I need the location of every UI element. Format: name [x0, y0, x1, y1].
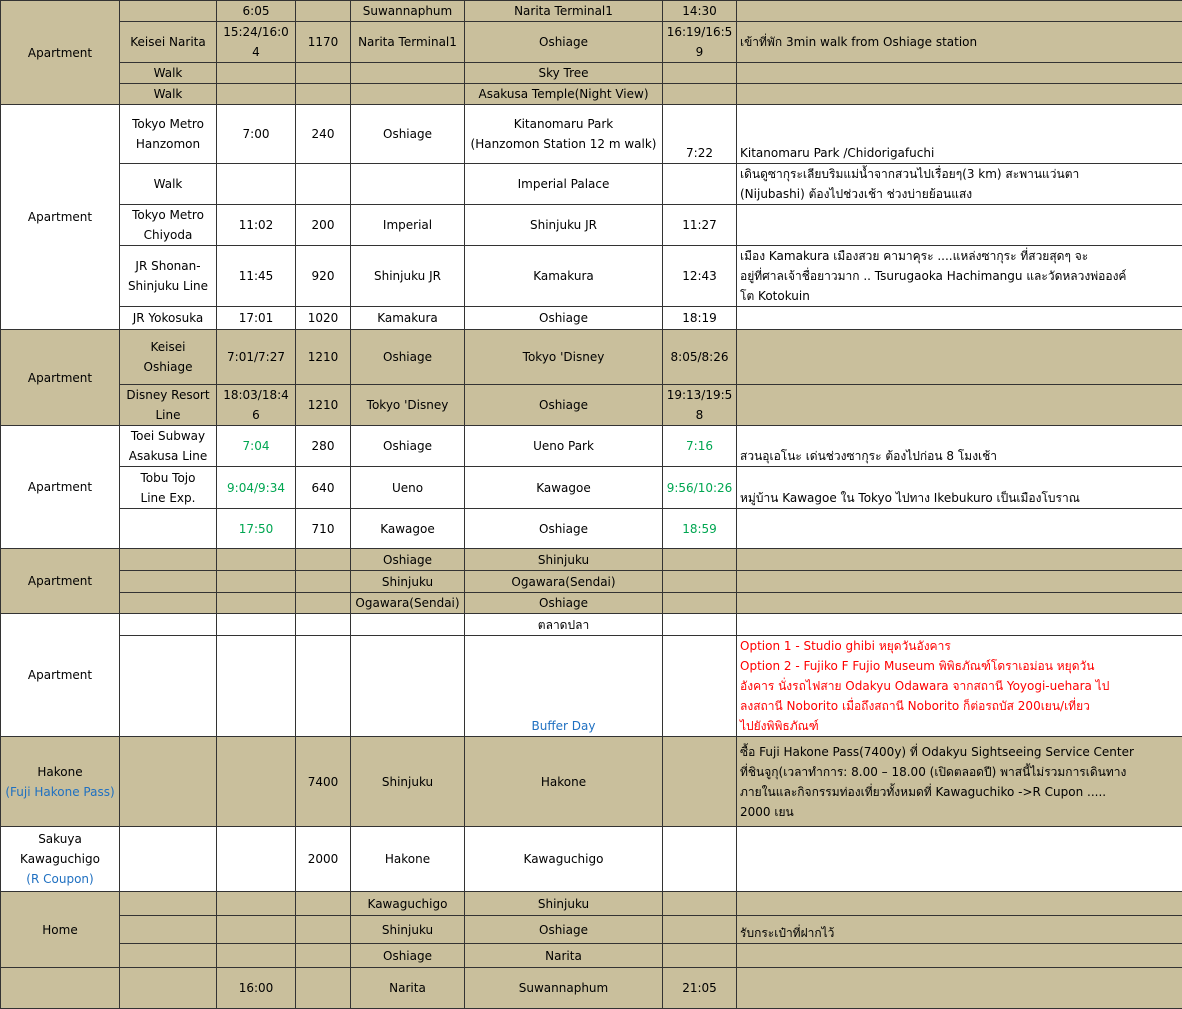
note-cell[interactable]: [737, 827, 1182, 892]
fare-cell[interactable]: 1170: [296, 22, 351, 63]
to-cell[interactable]: Oshiage: [465, 509, 663, 549]
line-cell[interactable]: [120, 1, 217, 22]
table-row: [1, 205, 1182, 246]
departure-cell[interactable]: [217, 944, 296, 968]
fare-cell[interactable]: 710: [296, 509, 351, 549]
departure-cell[interactable]: 16:00: [217, 968, 296, 1009]
line-text: Tobu Tojo: [123, 468, 213, 488]
from-cell[interactable]: [351, 63, 465, 84]
fare-cell[interactable]: [296, 164, 351, 205]
departure-cell[interactable]: 17:50: [217, 509, 296, 549]
arrival-cell[interactable]: 21:05: [663, 968, 737, 1009]
departure-cell[interactable]: [217, 84, 296, 105]
place-cell[interactable]: Apartment: [1, 426, 120, 549]
table-row: [1, 892, 1182, 916]
note-text: ลงสถานี Noborito เมื่อถึงสถานี Noborito ก็ต่อรถบัส 200เยน/เที่ยว: [740, 696, 1179, 716]
from-cell[interactable]: Narita Terminal1: [351, 22, 465, 63]
line-text: Line Exp.: [123, 488, 213, 508]
coupon-label: (R Coupon): [4, 869, 116, 889]
to-cell[interactable]: Tokyo 'Disney: [465, 330, 663, 385]
to-cell[interactable]: Oshiage: [465, 385, 663, 426]
note-cell[interactable]: หมู่บ้าน Kawagoe ใน Tokyo ไปทาง Ikebukuro เป็นเมืองโบราณ: [737, 467, 1182, 509]
note-cell[interactable]: [737, 614, 1182, 636]
line-text: Tokyo Metro: [123, 205, 213, 225]
place-cell[interactable]: [1, 737, 120, 827]
line-cell[interactable]: [120, 892, 217, 916]
to-cell[interactable]: Oshiage: [465, 593, 663, 614]
pass-label: (Fuji Hakone Pass): [4, 782, 116, 802]
to-cell[interactable]: Hakone: [465, 737, 663, 827]
table-row: [1, 549, 1182, 571]
to-cell[interactable]: Shinjuku JR: [465, 205, 663, 246]
line-cell[interactable]: [120, 426, 217, 467]
note-text: อยู่ที่ศาลเจ้าชื่อยาวมาก .. Tsurugaoka Hachimangu และวัดหลวงพ่อองค์: [740, 266, 1179, 286]
note-cell[interactable]: [737, 385, 1182, 426]
fare-cell[interactable]: [296, 892, 351, 916]
departure-cell[interactable]: [217, 164, 296, 205]
from-cell[interactable]: [351, 614, 465, 636]
line-text: JR Shonan-: [123, 256, 213, 276]
note-text: อังคาร นั่งรถไฟสาย Odakyu Odawara จากสถานี Yoyogi-uehara ไป: [740, 676, 1179, 696]
arrival-cell[interactable]: 11:27: [663, 205, 737, 246]
from-cell[interactable]: Oshiage: [351, 549, 465, 571]
line-text: Tokyo Metro: [123, 114, 213, 134]
note-cell[interactable]: [737, 84, 1182, 105]
note-text: Option 1 - Studio ghibi หยุดวันอังคาร: [740, 636, 1179, 656]
from-cell[interactable]: Shinjuku JR: [351, 246, 465, 307]
to-cell[interactable]: Narita Terminal1: [465, 1, 663, 22]
arrival-cell[interactable]: 18:19: [663, 307, 737, 330]
departure-cell[interactable]: [217, 892, 296, 916]
departure-cell[interactable]: 11:02: [217, 205, 296, 246]
table-row: [1, 1, 1182, 22]
table-row: [1, 426, 1182, 467]
arrival-cell[interactable]: [663, 916, 737, 944]
table-row: [1, 636, 1182, 737]
to-cell[interactable]: ตลาดปลา: [465, 614, 663, 636]
line-cell[interactable]: [120, 467, 217, 509]
fare-cell[interactable]: 7400: [296, 737, 351, 827]
arrival-cell[interactable]: 14:30: [663, 1, 737, 22]
to-cell[interactable]: Oshiage: [465, 22, 663, 63]
note-text: เมือง Kamakura เมืองสวย คามาคุระ ....แหล่งซากุระ ที่สวยสุดๆ จะ: [740, 246, 1179, 266]
note-cell[interactable]: [737, 571, 1182, 593]
to-cell[interactable]: [465, 105, 663, 164]
note-cell[interactable]: [737, 307, 1182, 330]
fare-cell[interactable]: 920: [296, 246, 351, 307]
from-cell[interactable]: Tokyo 'Disney: [351, 385, 465, 426]
line-cell[interactable]: [120, 105, 217, 164]
to-cell[interactable]: Ogawara(Sendai): [465, 571, 663, 593]
to-cell[interactable]: Asakusa Temple(Night View): [465, 84, 663, 105]
from-cell[interactable]: Shinjuku: [351, 737, 465, 827]
fare-cell[interactable]: 240: [296, 105, 351, 164]
fare-cell[interactable]: [296, 571, 351, 593]
table-row: [1, 968, 1182, 1009]
place-text: Sakuya: [4, 829, 116, 849]
place-cell[interactable]: Apartment: [1, 549, 120, 614]
departure-cell[interactable]: [217, 636, 296, 737]
to-text: (Hanzomon Station 12 m walk): [468, 134, 659, 154]
from-cell[interactable]: Shinjuku: [351, 571, 465, 593]
arrival-cell[interactable]: [663, 593, 737, 614]
note-cell[interactable]: [737, 205, 1182, 246]
departure-cell[interactable]: 9:04/9:34: [217, 467, 296, 509]
table-row: [1, 593, 1182, 614]
arrival-cell[interactable]: [663, 614, 737, 636]
departure-cell[interactable]: [217, 737, 296, 827]
arrival-cell[interactable]: 8:05/8:26: [663, 330, 737, 385]
line-text: Keisei: [123, 337, 213, 357]
note-cell[interactable]: รับกระเป๋าที่ฝากไว้: [737, 916, 1182, 944]
table-row: [1, 385, 1182, 426]
table-row: [1, 916, 1182, 944]
arrival-cell[interactable]: [663, 63, 737, 84]
table-row: [1, 944, 1182, 968]
to-cell[interactable]: Imperial Palace: [465, 164, 663, 205]
arrival-cell[interactable]: [663, 737, 737, 827]
note-cell[interactable]: [737, 509, 1182, 549]
from-cell[interactable]: Ogawara(Sendai): [351, 593, 465, 614]
note-cell[interactable]: [737, 944, 1182, 968]
table-row: [1, 827, 1182, 892]
line-cell[interactable]: [120, 636, 217, 737]
arrival-cell[interactable]: 7:22: [663, 105, 737, 164]
fare-cell[interactable]: [296, 636, 351, 737]
fare-cell[interactable]: [296, 593, 351, 614]
line-cell[interactable]: [120, 827, 217, 892]
line-cell[interactable]: [120, 944, 217, 968]
departure-cell[interactable]: 7:04: [217, 426, 296, 467]
departure-cell[interactable]: [217, 593, 296, 614]
place-cell[interactable]: Apartment: [1, 330, 120, 426]
arrival-cell[interactable]: [663, 636, 737, 737]
arrival-cell[interactable]: 12:43: [663, 246, 737, 307]
table-row: [1, 246, 1182, 307]
fare-cell[interactable]: 1020: [296, 307, 351, 330]
line-cell[interactable]: [120, 205, 217, 246]
note-cell[interactable]: [737, 63, 1182, 84]
departure-cell[interactable]: 7:01/7:27: [217, 330, 296, 385]
line-cell[interactable]: [120, 385, 217, 426]
table-row: [1, 571, 1182, 593]
note-text: โต Kotokuin: [740, 286, 1179, 306]
line-cell[interactable]: [120, 737, 217, 827]
to-cell[interactable]: Oshiage: [465, 916, 663, 944]
line-text: Line: [123, 405, 213, 425]
from-cell[interactable]: [351, 84, 465, 105]
table-row: [1, 63, 1182, 84]
to-cell[interactable]: Oshiage: [465, 307, 663, 330]
from-cell[interactable]: [351, 636, 465, 737]
departure-cell[interactable]: [217, 571, 296, 593]
fare-cell[interactable]: [296, 63, 351, 84]
to-cell[interactable]: Kawagoe: [465, 467, 663, 509]
to-cell[interactable]: Kawaguchigo: [465, 827, 663, 892]
fare-cell[interactable]: 1210: [296, 385, 351, 426]
line-cell[interactable]: [120, 549, 217, 571]
arrival-cell[interactable]: [663, 571, 737, 593]
table-row: [1, 467, 1182, 509]
departure-cell[interactable]: 18:03/18:46: [217, 385, 296, 426]
from-cell[interactable]: Oshiage: [351, 105, 465, 164]
note-text: (Nijubashi) ต้องไปช่วงเช้า ช่วงบ่ายย้อนแสง: [740, 184, 1179, 204]
from-cell[interactable]: Kamakura: [351, 307, 465, 330]
line-cell[interactable]: Walk: [120, 164, 217, 205]
to-cell[interactable]: Suwannaphum: [465, 968, 663, 1009]
departure-cell[interactable]: 17:01: [217, 307, 296, 330]
table-row: [1, 614, 1182, 636]
departure-cell[interactable]: 6:05: [217, 1, 296, 22]
arrival-cell[interactable]: 7:16: [663, 426, 737, 467]
line-cell[interactable]: [120, 330, 217, 385]
table-row: [1, 307, 1182, 330]
from-cell[interactable]: [351, 164, 465, 205]
arrival-cell[interactable]: [663, 827, 737, 892]
arrival-cell[interactable]: [663, 549, 737, 571]
place-cell[interactable]: [1, 827, 120, 892]
fare-cell[interactable]: [296, 944, 351, 968]
fare-cell[interactable]: 280: [296, 426, 351, 467]
table-row: [1, 105, 1182, 164]
note-text: ที่ชินจูกุ(เวลาทำการ: 8.00 – 18.00 (เปิดตลอดปี) พาสนี้ไม่รวมการเดินทาง: [740, 762, 1179, 782]
from-cell[interactable]: Suwannaphum: [351, 1, 465, 22]
line-text: Toei Subway: [123, 426, 213, 446]
departure-cell[interactable]: 11:45: [217, 246, 296, 307]
table-row: [1, 330, 1182, 385]
arrival-cell[interactable]: 19:13/19:58: [663, 385, 737, 426]
from-cell[interactable]: Oshiage: [351, 426, 465, 467]
place-cell[interactable]: Apartment: [1, 105, 120, 330]
line-cell[interactable]: [120, 246, 217, 307]
place-cell[interactable]: Home: [1, 892, 120, 968]
line-cell[interactable]: Keisei Narita: [120, 22, 217, 63]
from-cell[interactable]: Oshiage: [351, 944, 465, 968]
to-cell[interactable]: Buffer Day: [465, 636, 663, 737]
departure-cell[interactable]: [217, 614, 296, 636]
arrival-cell[interactable]: [663, 944, 737, 968]
note-cell[interactable]: เข้าที่พัก 3min walk from Oshiage station: [737, 22, 1182, 63]
arrival-cell[interactable]: 18:59: [663, 509, 737, 549]
note-text: Option 2 - Fujiko F Fujio Museum พิพิธภัณฑ์โดราเอม่อน หยุดวัน: [740, 656, 1179, 676]
to-text: Kitanomaru Park: [468, 114, 659, 134]
place-cell[interactable]: Apartment: [1, 614, 120, 737]
note-text: 2000 เยน: [740, 802, 1179, 822]
line-cell[interactable]: [120, 916, 217, 944]
note-cell[interactable]: [737, 164, 1182, 205]
place-cell[interactable]: Apartment: [1, 1, 120, 105]
note-text: ซื้อ Fuji Hakone Pass(7400y) ที่ Odakyu Sightseeing Service Center: [740, 742, 1179, 762]
note-text: เดินดูซากุระเลียบริมแม่น้ำจากสวนไปเรื่อยๆ(3 km) สะพานแว่นตา: [740, 164, 1179, 184]
fare-cell[interactable]: [296, 968, 351, 1009]
departure-cell[interactable]: [217, 827, 296, 892]
to-cell[interactable]: Sky Tree: [465, 63, 663, 84]
to-cell[interactable]: Ueno Park: [465, 426, 663, 467]
from-cell[interactable]: Narita: [351, 968, 465, 1009]
note-cell[interactable]: [737, 593, 1182, 614]
to-cell[interactable]: Shinjuku: [465, 549, 663, 571]
note-cell[interactable]: Kitanomaru Park /Chidorigafuchi: [737, 105, 1182, 164]
table-row: [1, 737, 1182, 827]
to-cell[interactable]: Kamakura: [465, 246, 663, 307]
line-cell[interactable]: [120, 614, 217, 636]
line-text: Chiyoda: [123, 225, 213, 245]
fare-cell[interactable]: [296, 614, 351, 636]
fare-cell[interactable]: [296, 84, 351, 105]
arrival-cell[interactable]: [663, 164, 737, 205]
from-cell[interactable]: Ueno: [351, 467, 465, 509]
from-cell[interactable]: Imperial: [351, 205, 465, 246]
note-cell[interactable]: [737, 636, 1182, 737]
fare-cell[interactable]: [296, 549, 351, 571]
note-cell[interactable]: สวนอุเอโนะ เด่นช่วงซากุระ ต้องไปก่อน 8 โมงเช้า: [737, 426, 1182, 467]
table-row: [1, 84, 1182, 105]
fare-cell[interactable]: 2000: [296, 827, 351, 892]
from-cell[interactable]: Shinjuku: [351, 916, 465, 944]
note-cell[interactable]: [737, 968, 1182, 1009]
departure-cell[interactable]: [217, 63, 296, 84]
note-cell[interactable]: [737, 549, 1182, 571]
line-cell[interactable]: [120, 968, 217, 1009]
line-cell[interactable]: [120, 571, 217, 593]
fare-cell[interactable]: [296, 1, 351, 22]
line-text: Oshiage: [123, 357, 213, 377]
arrival-cell[interactable]: 9:56/10:26: [663, 467, 737, 509]
line-text: Asakusa Line: [123, 446, 213, 466]
table-row: [1, 164, 1182, 205]
departure-cell[interactable]: [217, 549, 296, 571]
table-row: [1, 22, 1182, 63]
line-cell[interactable]: [120, 509, 217, 549]
departure-cell[interactable]: [217, 916, 296, 944]
fare-cell[interactable]: [296, 916, 351, 944]
departure-cell[interactable]: 15:24/16:04: [217, 22, 296, 63]
place-text: Hakone: [4, 762, 116, 782]
note-cell[interactable]: [737, 246, 1182, 307]
fare-cell[interactable]: 640: [296, 467, 351, 509]
to-cell[interactable]: Shinjuku: [465, 892, 663, 916]
note-cell[interactable]: [737, 892, 1182, 916]
from-cell[interactable]: Hakone: [351, 827, 465, 892]
line-text: Hanzomon: [123, 134, 213, 154]
fare-cell[interactable]: 1210: [296, 330, 351, 385]
fare-cell[interactable]: 200: [296, 205, 351, 246]
from-cell[interactable]: Kawaguchigo: [351, 892, 465, 916]
departure-cell[interactable]: 7:00: [217, 105, 296, 164]
place-text: Kawaguchigo: [4, 849, 116, 869]
line-cell[interactable]: Walk: [120, 63, 217, 84]
note-text: ไปยังพิพิธภัณฑ์: [740, 716, 1179, 736]
arrival-cell[interactable]: [663, 892, 737, 916]
note-cell[interactable]: [737, 1, 1182, 22]
note-cell[interactable]: [737, 330, 1182, 385]
line-text: Shinjuku Line: [123, 276, 213, 296]
from-cell[interactable]: Oshiage: [351, 330, 465, 385]
to-cell[interactable]: Narita: [465, 944, 663, 968]
table-row: [1, 509, 1182, 549]
line-text: Disney Resort: [123, 385, 213, 405]
note-cell[interactable]: [737, 737, 1182, 827]
line-cell[interactable]: JR Yokosuka: [120, 307, 217, 330]
line-cell[interactable]: [120, 593, 217, 614]
arrival-cell[interactable]: 16:19/16:59: [663, 22, 737, 63]
from-cell[interactable]: Kawagoe: [351, 509, 465, 549]
place-cell[interactable]: [1, 968, 120, 1009]
line-cell[interactable]: Walk: [120, 84, 217, 105]
note-text: ภายในและกิจกรรมท่องเที่ยวทั้งหมดที่ Kawaguchiko ->R Cupon .....: [740, 782, 1179, 802]
arrival-cell[interactable]: [663, 84, 737, 105]
